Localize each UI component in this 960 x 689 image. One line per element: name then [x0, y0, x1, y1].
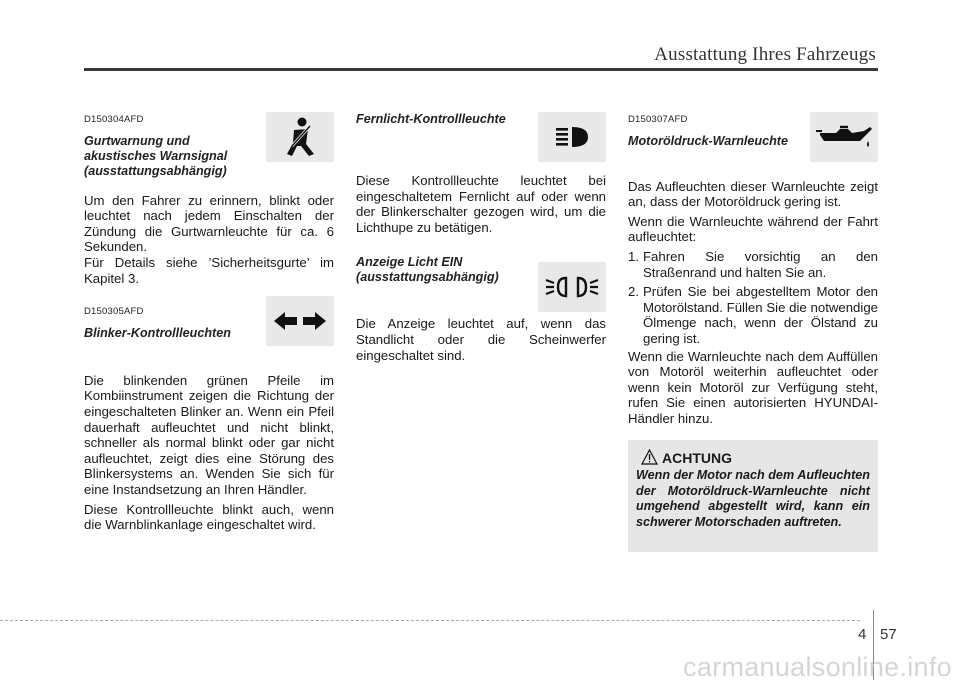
high-beam-icon: [538, 112, 606, 162]
warning-triangle-icon: [641, 449, 658, 470]
list-text: Fahren Sie vorsichtig an den Straßenrand und halten Sie an.: [643, 248, 878, 280]
list-number: 1.: [628, 248, 639, 264]
list-item: [628, 249, 878, 280]
paragraph: Wenn die Warnleuchte nach dem Auffüllen von Motoröl weiterhin aufleuchtet oder wenn kein Motoröl zur Verfügung steht, rufen Sie einen autorisierten HYUNDAI-Händler hinzu.: [628, 348, 878, 426]
oil-pressure-icon: [810, 112, 878, 162]
lights-on-icon: [538, 262, 606, 312]
watermark: carmanualsonline.info: [683, 652, 952, 682]
paragraph: Für Details siehe ’Sicherheitsgurte’ im Kapitel 3.: [84, 254, 334, 286]
list-text: Prüfen Sie bei abgestelltem Motor den Motorölstand. Füllen Sie die notwendige Ölmenge nach, wenn der Ölstand zu gering ist.: [643, 284, 878, 346]
section-title-high-beam: Fernlicht-Kontrollleuchte: [356, 112, 506, 126]
warning-box: [628, 440, 878, 552]
turn-signal-arrows-icon: [266, 296, 334, 346]
section-title-turn-signal: Blinker-Kontrollleuchten: [84, 325, 231, 340]
paragraph: Die Anzeige leuchtet auf, wenn das Standlicht oder die Scheinwerfer eingeschaltet sind.: [356, 316, 606, 363]
list-item: [628, 284, 878, 346]
section-code: D150305AFD: [84, 306, 144, 318]
page-number: 57: [880, 626, 897, 643]
footer-rule: [0, 620, 860, 622]
section-code: D150304AFD: [84, 114, 144, 125]
page-header-title: Ausstattung Ihres Fahrzeugs: [654, 44, 876, 65]
seatbelt-warning-icon: [266, 112, 334, 162]
paragraph: Das Aufleuchten dieser Warnleuchte zeigt an, dass der Motoröldruck gering ist.: [628, 178, 878, 210]
paragraph: Diese Kontrollleuchte blinkt auch, wenn die Warnblinkanlage eingeschaltet wird.: [84, 501, 334, 533]
paragraph: Um den Fahrer zu erinnern, blinkt oder leuchtet nach jedem Einschalten der Zündung die Gurtwarnleuchte für ca. 6 Sekunden.: [84, 192, 334, 255]
section-title-oil-pressure: Motoröldruck-Warnleuchte: [628, 133, 788, 148]
list-number: 2.: [628, 284, 639, 300]
paragraph: Wenn die Warnleuchte während der Fahrt aufleuchtet:: [628, 213, 878, 245]
warning-text: Wenn der Motor nach dem Aufleuchten der Motoröldruck-Warnleuchte nicht umgehend abgestellt wird, kann ein schwerer Motorschaden auftreten.: [636, 468, 870, 529]
chapter-number: 4: [858, 626, 867, 643]
paragraph: Die blinkenden grünen Pfeile im Kombiinstrument zeigen die Richtung der eingeschalteten Blinker an. Wenn ein Pfeil dauerhaft aufleuchtet und nicht blinkt, schneller als normal blinkt oder gar nicht aufleuchtet, zeigt dies eine Störung des Blinkersystems an. Wenden Sie sich für eine Instandsetzung an Ihren Händler.: [84, 372, 334, 497]
section-title-lights-on: Anzeige Licht EIN (ausstattungsabhängig): [356, 255, 499, 285]
section-title-seatbelt: Gurtwarnung und akustisches Warnsignal (ausstattungsabhängig): [84, 133, 228, 178]
header-rule: [84, 68, 878, 71]
section-code: D150307AFD: [628, 114, 688, 125]
warning-title: ACHTUNG: [662, 450, 732, 466]
paragraph: Diese Kontrollleuchte leuchtet bei eingeschaltetem Fernlicht auf oder wenn der Blinkerschalter gezogen wird, um die Lichthupe zu betätigen.: [356, 173, 606, 235]
